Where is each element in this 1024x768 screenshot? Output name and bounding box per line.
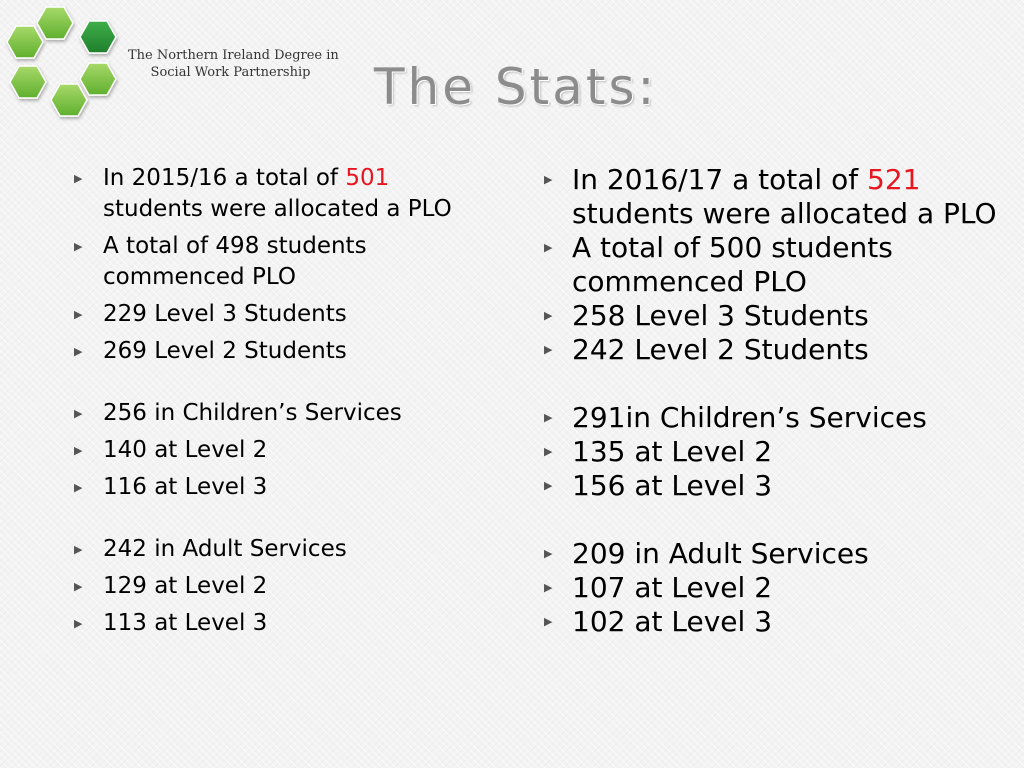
- logo-hexagon-bottom-left: [10, 66, 46, 98]
- stat-text: 256 in Children’s Services: [103, 400, 402, 426]
- triangle-bullet-icon: ▶: [74, 407, 83, 420]
- triangle-bullet-icon: ▶: [544, 343, 553, 356]
- stat-highlight-number: 521: [867, 163, 921, 196]
- stat-text: 107 at Level 2: [572, 571, 773, 604]
- logo-hexagon-top-left: [37, 7, 73, 39]
- slide-title: The Stats:: [374, 58, 658, 116]
- stat-list-item: [74, 608, 484, 639]
- stat-text: 156 at Level 3: [572, 469, 773, 502]
- stat-highlight-number: 501: [345, 165, 390, 191]
- stat-list-item: [74, 336, 484, 367]
- stat-list-item: [74, 534, 484, 565]
- stat-text-continued: students were allocated a PLO: [572, 197, 997, 230]
- stat-list-item: [74, 163, 484, 225]
- stat-text: 258 Level 3 Students: [572, 299, 869, 332]
- stat-list-item: [543, 435, 1003, 469]
- stat-text: 269 Level 2 Students: [103, 338, 347, 364]
- triangle-bullet-icon: ▶: [74, 580, 83, 593]
- stat-list-item: [543, 469, 1003, 503]
- partnership-logo: [4, 2, 134, 130]
- stat-list-item: [74, 435, 484, 466]
- stat-text: A total of 500 students commenced PLO: [572, 231, 893, 298]
- triangle-bullet-icon: ▶: [74, 172, 83, 185]
- stat-text-continued: students were allocated a PLO: [103, 196, 452, 222]
- stat-list-item: [74, 231, 484, 293]
- stat-text: 209 in Adult Services: [572, 537, 869, 570]
- triangle-bullet-icon: ▶: [74, 617, 83, 630]
- stat-text: A total of 498 students commenced PLO: [103, 233, 367, 290]
- triangle-bullet-icon: ▶: [544, 309, 553, 322]
- stat-list-item: [543, 605, 1003, 639]
- triangle-bullet-icon: ▶: [544, 241, 553, 254]
- triangle-bullet-icon: ▶: [74, 240, 83, 253]
- stat-list-item: [543, 571, 1003, 605]
- logo-hexagon-top-right: [80, 21, 116, 53]
- stat-text: 291in Children’s Services: [572, 401, 927, 434]
- stat-list-item: [74, 472, 484, 503]
- stat-text: In 2016/17 a total of: [572, 163, 867, 196]
- triangle-bullet-icon: ▶: [74, 345, 83, 358]
- stat-list-item: [543, 401, 1003, 435]
- triangle-bullet-icon: ▶: [544, 581, 553, 594]
- stat-list-item: [543, 537, 1003, 571]
- triangle-bullet-icon: ▶: [544, 411, 553, 424]
- organisation-name: [128, 47, 339, 81]
- stat-text: 113 at Level 3: [103, 610, 268, 636]
- stat-text: 140 at Level 2: [103, 437, 268, 463]
- stats-list-2015-16: [74, 163, 484, 645]
- stat-text: In 2015/16 a total of: [103, 165, 346, 191]
- stat-text: 242 in Adult Services: [103, 536, 347, 562]
- stat-list-item: [543, 299, 1003, 333]
- triangle-bullet-icon: ▶: [544, 547, 553, 560]
- stat-text: 116 at Level 3: [103, 474, 268, 500]
- organisation-name-line1: The Northern Ireland Degree in: [128, 48, 339, 63]
- triangle-bullet-icon: ▶: [74, 543, 83, 556]
- organisation-name-line2: Social Work Partnership: [150, 65, 311, 80]
- triangle-bullet-icon: ▶: [74, 444, 83, 457]
- stats-list-2016-17: [543, 163, 1003, 639]
- logo-hexagon-right: [80, 63, 116, 95]
- stat-list-item: [543, 333, 1003, 367]
- triangle-bullet-icon: ▶: [74, 481, 83, 494]
- stat-text: 242 Level 2 Students: [572, 333, 869, 366]
- stat-text: 229 Level 3 Students: [103, 301, 347, 327]
- triangle-bullet-icon: ▶: [544, 445, 553, 458]
- stat-list-item: [74, 299, 484, 330]
- stat-list-item: [543, 231, 1003, 299]
- logo-hexagon-bottom: [51, 84, 87, 116]
- stat-list-item: [74, 571, 484, 602]
- triangle-bullet-icon: ▶: [544, 615, 553, 628]
- stat-text: 135 at Level 2: [572, 435, 773, 468]
- logo-hexagon-left: [7, 26, 43, 58]
- stat-text: 102 at Level 3: [572, 605, 773, 638]
- stat-text: 129 at Level 2: [103, 573, 268, 599]
- stat-list-item: [543, 163, 1003, 231]
- stat-list-item: [74, 398, 484, 429]
- triangle-bullet-icon: ▶: [74, 308, 83, 321]
- triangle-bullet-icon: ▶: [544, 479, 553, 492]
- triangle-bullet-icon: ▶: [544, 173, 553, 186]
